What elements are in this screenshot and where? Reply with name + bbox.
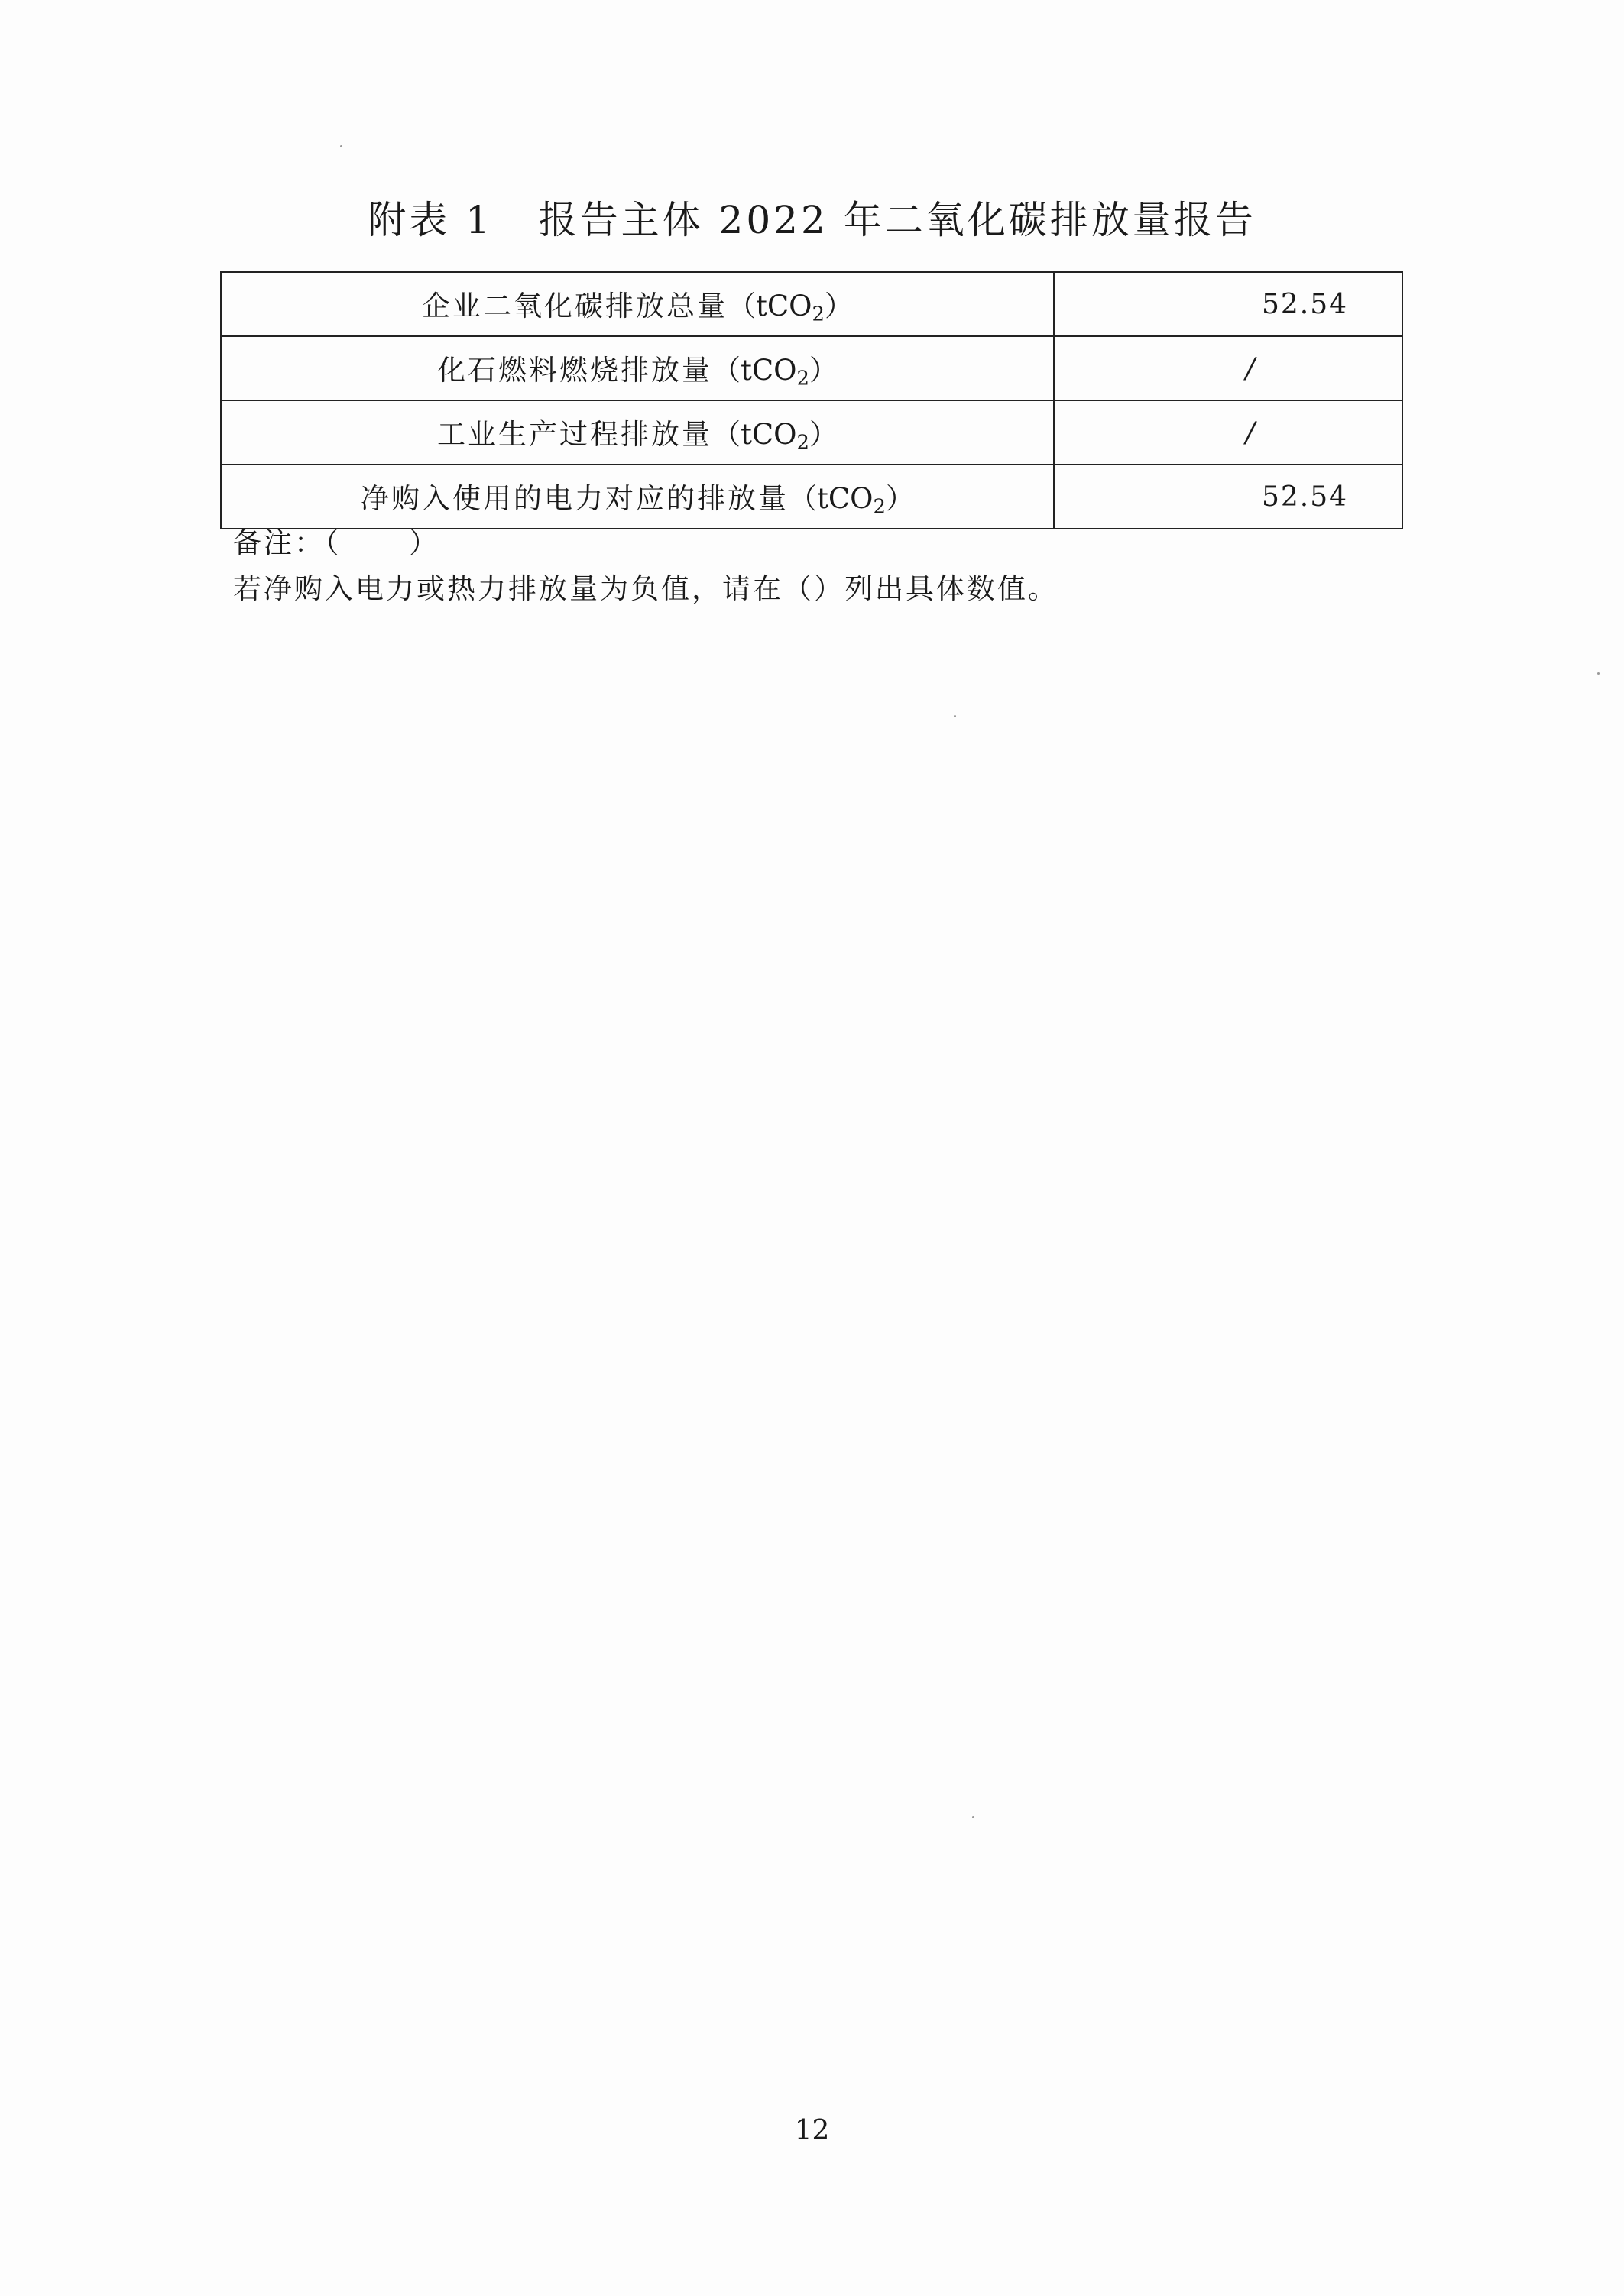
row-label: 企业二氧化碳排放总量: [422, 289, 728, 322]
note-text: 若净购入电力或热力排放量为负值，请在（）列出具体数值。: [233, 572, 1058, 605]
row-label: 化石燃料燃烧排放量: [437, 353, 712, 387]
row-label-cell: [221, 272, 1054, 336]
table-row: [221, 400, 1402, 465]
row-value: 52.54: [1054, 272, 1402, 336]
scan-speck: [340, 145, 342, 147]
emissions-table: [220, 271, 1403, 529]
row-label: 净购入使用的电力对应的排放量: [361, 481, 789, 515]
scan-speck: [972, 1816, 974, 1818]
note-label: 备注：（ ）: [233, 526, 440, 559]
row-unit: （tCO$_2$）: [712, 353, 838, 390]
scan-speck: [954, 715, 956, 717]
scan-speck: [1597, 672, 1600, 675]
row-value: /: [1054, 400, 1402, 465]
page-title: 附表 1 报告主体 2022 年二氧化碳排放量报告: [368, 198, 1256, 242]
row-value: /: [1054, 336, 1402, 400]
row-label-cell: [221, 336, 1054, 400]
row-value: 52.54: [1054, 465, 1402, 529]
page-number: 12: [794, 2115, 830, 2146]
row-label-cell: [221, 400, 1054, 465]
row-unit: （tCO$_2$）: [728, 289, 853, 326]
row-unit: （tCO$_2$）: [789, 481, 914, 519]
row-label: 工业生产过程排放量: [437, 417, 712, 451]
table-row: [221, 336, 1402, 400]
table-row: [221, 272, 1402, 336]
row-unit: （tCO$_2$）: [712, 417, 838, 455]
